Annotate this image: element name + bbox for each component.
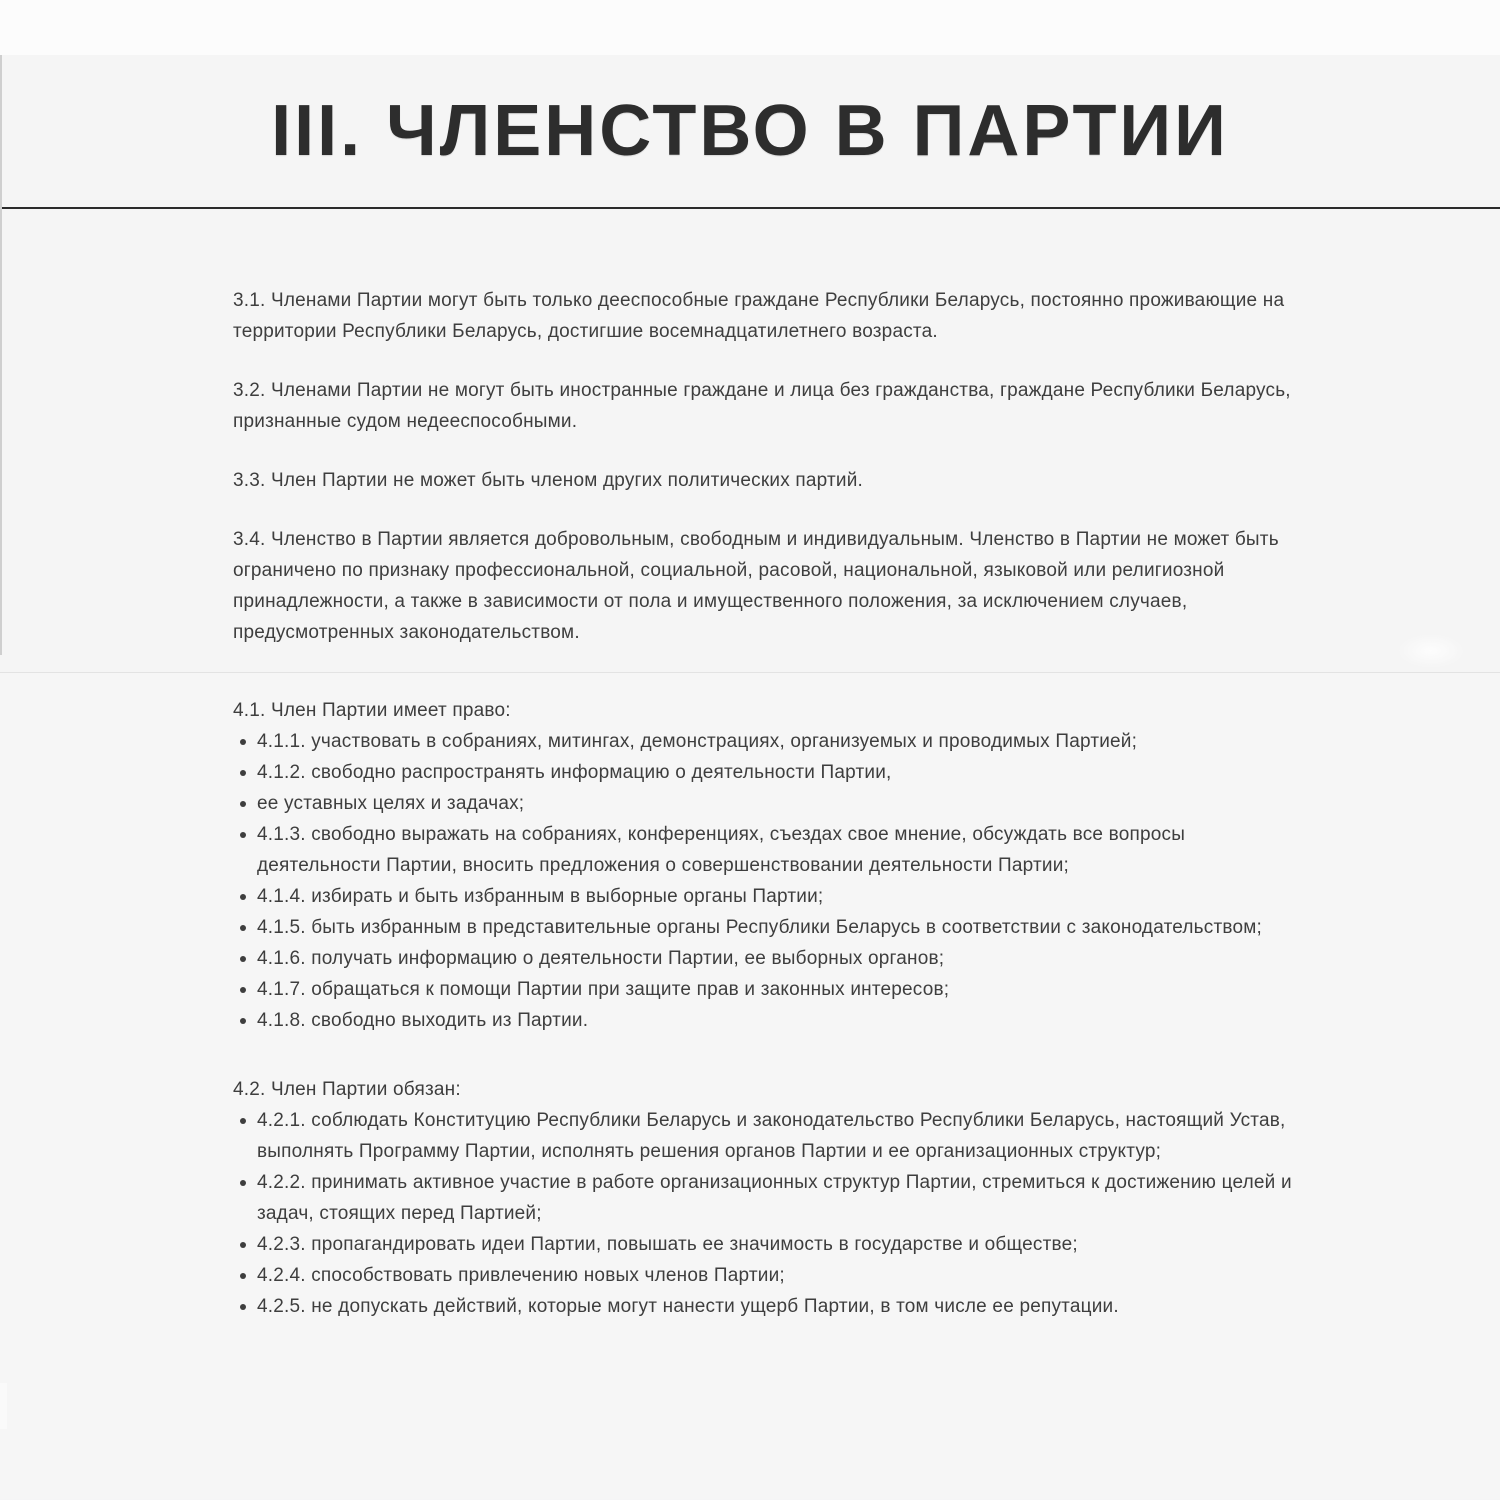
list-item (233, 1260, 1293, 1291)
list-item (233, 974, 1293, 1005)
list-item (233, 757, 1293, 788)
rights-list (233, 726, 1293, 1036)
duties-heading: 4.2. Член Партии обязан: (233, 1079, 461, 1100)
rights-block (0, 695, 1500, 1036)
paragraph-3-4: 3.4. Членство в Партии является добровольным, свободным и индивидуальным. Членство в Партии не может быть ограничено по признаку профессиональной, социальной, расовой, национальной, языковой или религиозной принадлежности, а также в зависимости от пола и имущественного положения, за исключением случаев, предусмотренных законодательством. (233, 529, 1279, 643)
bullet-icon (240, 1018, 246, 1024)
paragraph-3-3: 3.3. Член Партии не может быть членом других политических партий. (233, 470, 863, 491)
page-left-edge-highlight (0, 1383, 7, 1429)
soft-highlight-blob (1398, 634, 1464, 668)
bullet-icon (240, 1273, 246, 1279)
list-item (233, 1229, 1293, 1260)
list-item-text: 4.1.4. избирать и быть избранным в выборные органы Партии; (257, 886, 824, 907)
duties-list (233, 1105, 1293, 1322)
list-item-text: 4.2.5. не допускать действий, которые могут нанести ущерб Партии, в том числе ее репутации. (257, 1296, 1119, 1317)
list-item-text: ее уставных целях и задачах; (257, 793, 525, 814)
bullet-icon (240, 1304, 246, 1310)
duties-block (0, 1074, 1500, 1322)
bullet-icon (240, 801, 246, 807)
paragraph-3-1: 3.1. Членами Партии могут быть только дееспособные граждане Республики Беларусь, постоянно проживающие на территории Республики Беларусь, достигшие восемнадцатилетнего возраста. (233, 290, 1285, 342)
list-item (233, 1167, 1293, 1229)
list-item (233, 788, 1293, 819)
list-item-text: 4.1.3. свободно выражать на собраниях, конференциях, съездах свое мнение, обсуждать все вопросы деятельности Партии, вносить предложения о совершенствовании деятельности Партии; (257, 824, 1186, 876)
bullet-icon (240, 1180, 246, 1186)
bullet-icon (240, 770, 246, 776)
page-left-edge-line (0, 55, 2, 655)
list-item-text: 4.1.6. получать информацию о деятельности Партии, ее выборных органов; (257, 948, 945, 969)
rights-heading: 4.1. Член Партии имеет право: (233, 700, 511, 721)
bullet-icon (240, 894, 246, 900)
list-item-text: 4.2.2. принимать активное участие в работе организационных структур Партии, стремиться к достижению целей и задач, стоящих перед Партией; (257, 1172, 1292, 1224)
list-item-text: 4.1.7. обращаться к помощи Партии при защите прав и законных интересов; (257, 979, 950, 1000)
list-item-text: 4.1.2. свободно распространять информацию о деятельности Партии, (257, 762, 892, 783)
paragraph-3-2: 3.2. Членами Партии не могут быть иностранные граждане и лица без гражданства, граждане Республики Беларусь, признанные судом недееспособными. (233, 380, 1291, 432)
top-strip (0, 0, 1500, 55)
bullet-icon (240, 739, 246, 745)
list-item-text: 4.2.4. способствовать привлечению новых членов Партии; (257, 1265, 785, 1286)
bullet-icon (240, 832, 246, 838)
section-title-band (0, 55, 1500, 207)
list-item (233, 1005, 1293, 1036)
list-item (233, 1105, 1293, 1167)
list-item-text: 4.2.1. соблюдать Конституцию Республики Беларусь и законодательство Республики Беларусь, настоящий Устав, выполнять Программу Партии, исполнять решения органов Партии и ее организационных структур; (257, 1110, 1286, 1162)
list-item (233, 881, 1293, 912)
bullet-icon (240, 956, 246, 962)
clauses-section (0, 673, 1500, 1499)
bullet-icon (240, 1118, 246, 1124)
list-item-text: 4.2.3. пропагандировать идеи Партии, повышать ее значимость в государстве и обществе; (257, 1234, 1078, 1255)
list-item-text: 4.1.8. свободно выходить из Партии. (257, 1010, 589, 1031)
list-item (233, 1291, 1293, 1322)
bullet-icon (240, 987, 246, 993)
list-item (233, 819, 1293, 881)
page-title: III. ЧЛЕНСТВО В ПАРТИИ (271, 91, 1229, 171)
bullet-icon (240, 925, 246, 931)
list-item-text: 4.1.5. быть избранным в представительные органы Республики Беларусь в соответствии с законодательством; (257, 917, 1262, 938)
list-item (233, 943, 1293, 974)
list-item-text: 4.1.1. участвовать в собраниях, митингах, демонстрациях, организуемых и проводимых Партией; (257, 731, 1138, 752)
list-item (233, 912, 1293, 943)
bullet-icon (240, 1242, 246, 1248)
membership-section (0, 209, 1500, 672)
list-item (233, 726, 1293, 757)
